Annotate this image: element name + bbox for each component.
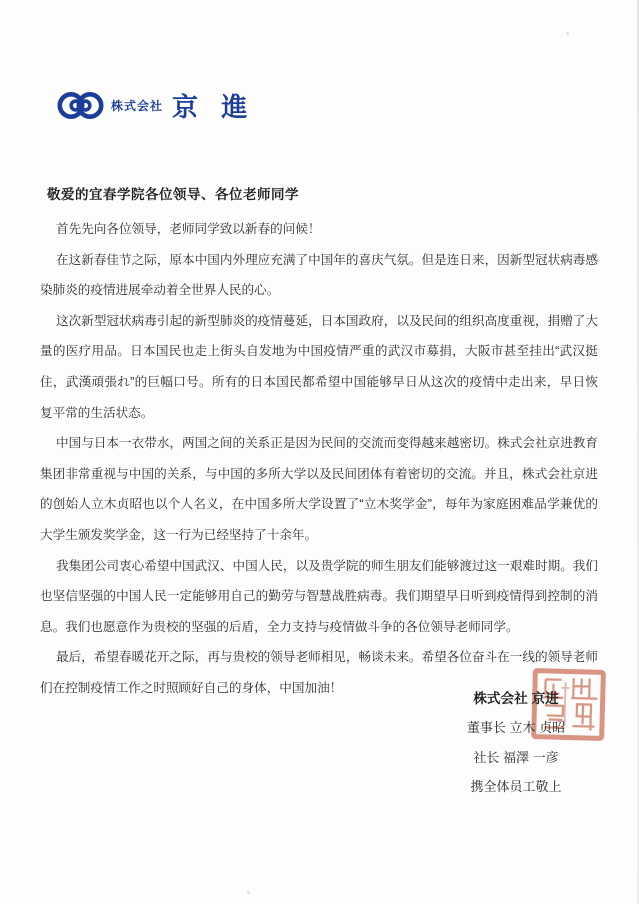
letter-paragraph: 最后，希望春暖花开之际，再与贵校的领导老师相见，畅谈未来。希望各位奋斗在一线的领导老师们在控制疫情工作之时照顾好自己的身体，中国加油！	[40, 650, 598, 695]
letter-body	[40, 214, 598, 704]
signature-company: 株式会社 京进	[473, 691, 559, 706]
letter-salutation: 敬爱的宜春学院各位领导、各位老师同学	[47, 187, 299, 202]
letter-paragraph: 我集团公司衷心希望中国武汉、中国人民，以及贵学院的师生朋友们能够渡过这一艰难时期。我们也坚信坚强的中国人民一定能够用自己的勤劳与智慧战胜病毒。我们期望早日听到疫情得到控制的消息。我们也愿意作为贵校的坚强的后盾，全力支持与疫情做斗争的各位领导老师同学。	[40, 558, 598, 634]
company-prefix: 株式会社	[111, 99, 164, 113]
scan-speck	[247, 891, 250, 894]
kyoshin-rings-icon	[57, 89, 104, 122]
signature-president: 社长 福澤 一彦	[473, 749, 559, 765]
signature-block	[448, 684, 584, 802]
letter-paragraph: 在这新春佳节之际，原本中国内外理应充满了中国年的喜庆气氛。但是连日来，因新型冠状病毒感染肺炎的疫情进展牵动着全世界人民的心。	[40, 252, 598, 298]
letter-paragraph: 这次新型冠状病毒引起的新型肺炎的疫情蔓延，日本国政府，以及民间的组织高度重视，捐赠了大量的医疗用品。日本国民也走上街头自发地为中国疫情严重的武汉市募捐，大阪市甚至挂出“武汉挺住，武漢頑張れ”的巨幅口号。所有的日本国民都希望中国能够早日从这次的疫情中走出来，早日恢复平常的生活状态。	[40, 313, 598, 420]
signature-closing: 携全体员工敬上	[470, 779, 562, 795]
letter-paragraph: 中国与日本一衣带水，两国之间的关系正是因为民间的交流而变得越来越密切。株式会社京进教育集团非常重视与中国的关系，与中国的多所大学以及民间团体有着密切的交流。并且，株式会社京进的创始人立木贞昭也以个人名义，在中国多所大学设置了“立木奖学金”，每年为家庭困难品学兼优的大学生颁发奖学金，这一行为已经坚持了十余年。	[40, 436, 598, 542]
company-brand-name: 京 進	[172, 92, 256, 122]
scan-speck	[566, 32, 569, 35]
signature-chairman: 董事长 立木 贞昭	[466, 720, 566, 736]
company-logo	[57, 87, 255, 124]
letter-paragraph: 首先先向各位领导，老师同学致以新春的问候！	[56, 222, 321, 236]
